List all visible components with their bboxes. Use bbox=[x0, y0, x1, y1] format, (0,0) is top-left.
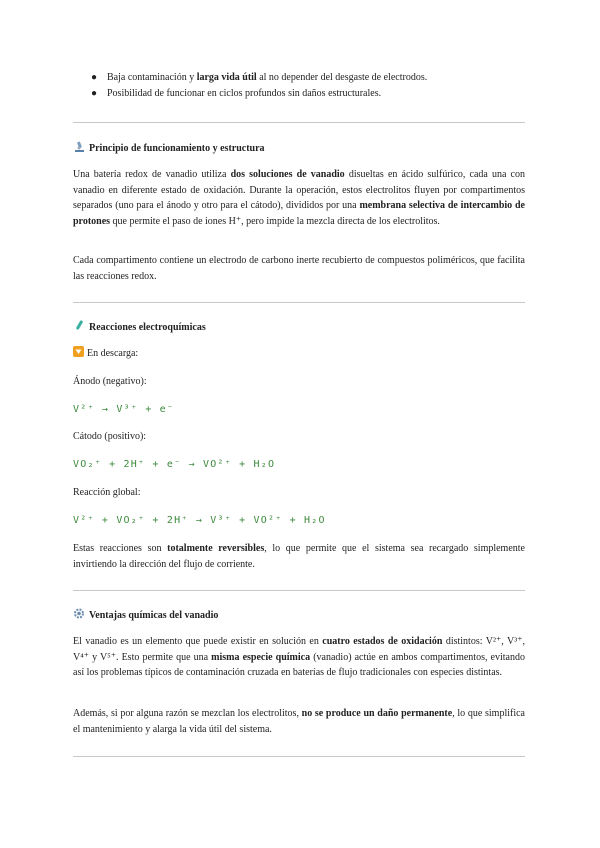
section-divider bbox=[73, 302, 525, 303]
bullet-dot: ● bbox=[91, 88, 98, 99]
test-tube-icon bbox=[73, 320, 86, 331]
advantages-list bbox=[91, 70, 427, 102]
list-item: ● Baja contaminación y larga vida útil al no depender del desgaste de electrodos. bbox=[91, 70, 427, 86]
vanadium-paragraph-2: Además, si por alguna razón se mezclan los electrolitos, no se produce un daño permanente, lo que simplifica el mantenimiento y alarga la vida útil del sistema. bbox=[73, 708, 525, 735]
vanadium-paragraph-1: El vanadio es un elemento que puede existir en solución en cuatro estados de oxidación distintos: V²⁺, V³⁺, V⁴⁺ y V⁵⁺. Esto permite que una misma especie química (vanadio) actúe en ambos compartimentos, evitando así los problemas típicos de contaminación cruzada en baterías de flujo tradicionales con especies distintas. bbox=[73, 636, 525, 678]
bullet-dot: ● bbox=[91, 72, 98, 83]
gear-icon bbox=[73, 608, 86, 619]
section-heading-vanadium: Ventajas químicas del vanadio bbox=[73, 608, 218, 624]
principle-paragraph-1: Una batería redox de vanadio utiliza dos soluciones de vanadio disueltas en ácido sulfúrico, cada una con vanadio en diferente estado de oxidación. Durante la operación, estos electrolitos fluyen por compartimentos separados (uno para el ánodo y otro para el cátodo), divididos por una membrana selectiva de intercambio de protones que permite el paso de iones H⁺, pero impide la mezcla directa de los electrolitos. bbox=[73, 169, 525, 227]
reactions-paragraph: Estas reacciones son totalmente reversibles, lo que permite que el sistema sea recargado simplemente invirtiendo la dirección del flujo de corriente. bbox=[73, 543, 525, 570]
section-divider bbox=[73, 756, 525, 757]
anode-formula: V²⁺ → V³⁺ + e⁻ bbox=[73, 404, 175, 415]
global-reaction-label: Reacción global: bbox=[73, 487, 141, 498]
section-heading-principle: Principio de funcionamiento y estructura bbox=[73, 141, 265, 157]
section-divider bbox=[73, 122, 525, 123]
discharge-label: En descarga: bbox=[73, 346, 138, 362]
section-divider bbox=[73, 590, 525, 591]
section-heading-reactions: Reacciones electroquímicas bbox=[73, 320, 206, 336]
cathode-label: Cátodo (positivo): bbox=[73, 431, 147, 442]
microscope-icon bbox=[73, 141, 86, 152]
cathode-formula: VO₂⁺ + 2H⁺ + e⁻ → VO²⁺ + H₂O bbox=[73, 459, 276, 470]
global-reaction-formula: V²⁺ + VO₂⁺ + 2H⁺ → V³⁺ + VO²⁺ + H₂O bbox=[73, 515, 326, 526]
down-arrow-icon bbox=[73, 346, 84, 357]
list-item: ● Posibilidad de funcionar en ciclos profundos sin daños estructurales. bbox=[91, 86, 427, 102]
anode-label: Ánodo (negativo): bbox=[73, 376, 147, 387]
principle-paragraph-2: Cada compartimento contiene un electrodo de carbono inerte recubierto de compuestos poliméricos, que facilita las reacciones redox. bbox=[73, 255, 525, 282]
